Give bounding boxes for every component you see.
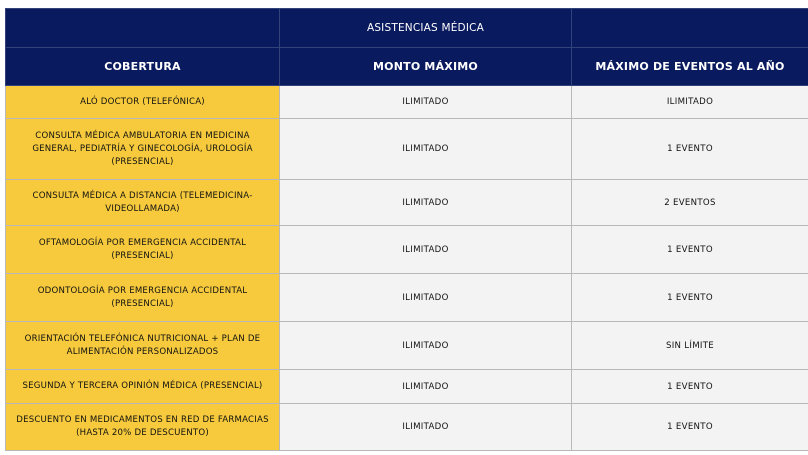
header-row-group (6, 9, 808, 48)
max-amount-cell: ILIMITADO (280, 404, 572, 451)
coverage-cell: ORIENTACIÓN TELEFÓNICA NUTRICIONAL + PLAN DE ALIMENTACIÓN PERSONALIZADOS (6, 322, 280, 370)
max-amount-cell: ILIMITADO (280, 370, 572, 404)
column-header-coverage: COBERTURA (6, 48, 280, 86)
table-row (6, 370, 808, 404)
coverage-cell: OFTAMOLOGÍA POR EMERGENCIA ACCIDENTAL (PRESENCIAL) (6, 226, 280, 274)
coverage-cell: CONSULTA MÉDICA A DISTANCIA (TELEMEDICINA-VIDEOLLAMADA) (6, 180, 280, 226)
table-row (6, 180, 808, 226)
max-amount-cell: ILIMITADO (280, 322, 572, 370)
column-header-max-amount: MONTO MÁXIMO (280, 48, 572, 86)
coverage-cell: ODONTOLOGÍA POR EMERGENCIA ACCIDENTAL (PRESENCIAL) (6, 274, 280, 322)
header-row-columns (6, 48, 808, 86)
table-row (6, 86, 808, 119)
max-events-cell: 1 EVENTO (572, 119, 808, 180)
max-amount-cell: ILIMITADO (280, 119, 572, 180)
max-events-cell: 2 EVENTOS (572, 180, 808, 226)
max-events-cell: 1 EVENTO (572, 274, 808, 322)
max-amount-cell: ILIMITADO (280, 226, 572, 274)
table-row (6, 119, 808, 180)
max-events-cell: SIN LÍMITE (572, 322, 808, 370)
header-empty-right (572, 9, 808, 48)
table-row (6, 322, 808, 370)
table-row (6, 274, 808, 322)
header-empty-left (6, 9, 280, 48)
coverage-cell: DESCUENTO EN MEDICAMENTOS EN RED DE FARMACIAS (HASTA 20% DE DESCUENTO) (6, 404, 280, 451)
max-events-cell: 1 EVENTO (572, 370, 808, 404)
group-header: ASISTENCIAS MÉDICA (280, 9, 572, 48)
max-amount-cell: ILIMITADO (280, 180, 572, 226)
max-amount-cell: ILIMITADO (280, 274, 572, 322)
column-header-max-events: MÁXIMO DE EVENTOS AL AÑO (572, 48, 808, 86)
coverage-cell: ALÓ DOCTOR (TELEFÓNICA) (6, 86, 280, 119)
table-row (6, 226, 808, 274)
assistance-table (5, 8, 808, 451)
coverage-cell: CONSULTA MÉDICA AMBULATORIA EN MEDICINA GENERAL, PEDIATRÍA Y GINECOLOGÍA, UROLOGÍA (PRESENCIAL) (6, 119, 280, 180)
max-events-cell: ILIMITADO (572, 86, 808, 119)
coverage-cell: SEGUNDA Y TERCERA OPINIÓN MÉDICA (PRESENCIAL) (6, 370, 280, 404)
max-events-cell: 1 EVENTO (572, 404, 808, 451)
max-amount-cell: ILIMITADO (280, 86, 572, 119)
table-row (6, 404, 808, 451)
max-events-cell: 1 EVENTO (572, 226, 808, 274)
